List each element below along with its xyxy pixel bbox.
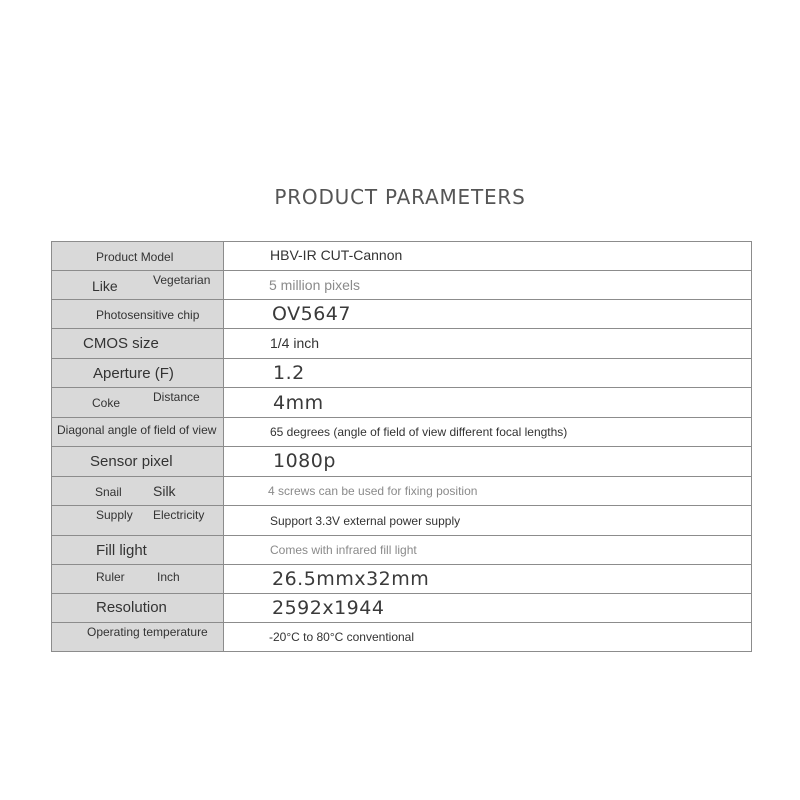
row-label-cell: [52, 564, 224, 593]
parameter-value: 65 degrees (angle of field of view different focal lengths): [270, 425, 568, 440]
parameter-label: Product Model: [96, 250, 174, 264]
row-label-cell: [52, 242, 224, 271]
parameters-table: [51, 241, 752, 652]
table-row: [52, 535, 752, 564]
row-value-cell: [224, 564, 752, 593]
parameter-label-part: Ruler: [96, 569, 125, 584]
parameter-label-part: Vegetarian: [153, 273, 211, 288]
table-row: [52, 359, 752, 388]
row-label-cell: [52, 359, 224, 388]
parameter-label: Fill light: [96, 541, 147, 559]
parameter-label: Photosensitive chip: [96, 308, 200, 323]
row-value-cell: [224, 418, 752, 447]
row-label-cell: [52, 535, 224, 564]
parameter-value: Comes with infrared fill light: [270, 542, 417, 557]
row-label-cell: [52, 505, 224, 535]
table-row: [52, 242, 752, 271]
parameter-label-part: Distance: [153, 390, 200, 405]
parameter-label: Resolution: [96, 598, 167, 616]
parameter-value: 1080p: [273, 450, 336, 473]
row-label-cell: [52, 593, 224, 622]
table-row: [52, 418, 752, 447]
row-label-cell: [52, 300, 224, 329]
row-value-cell: [224, 622, 752, 651]
parameter-value: 1.2: [273, 362, 305, 385]
row-value-cell: [224, 388, 752, 418]
row-value-cell: [224, 271, 752, 300]
table-row: [52, 476, 752, 505]
table-row: [52, 564, 752, 593]
parameter-value: 5 million pixels: [269, 277, 361, 294]
parameter-label-part: Snail: [95, 484, 122, 499]
parameter-label: Aperture (F): [93, 365, 174, 383]
row-label-cell: [52, 447, 224, 476]
parameter-value: Support 3.3V external power supply: [270, 513, 461, 528]
row-value-cell: [224, 359, 752, 388]
parameter-label: CMOS size: [83, 335, 159, 353]
parameter-value: HBV-IR CUT-Cannon: [270, 247, 403, 263]
row-value-cell: [224, 593, 752, 622]
table-row: [52, 388, 752, 418]
page-title: PRODUCT PARAMETERS: [274, 185, 526, 209]
parameter-value: 1/4 inch: [270, 335, 320, 352]
parameter-label: Sensor pixel: [90, 453, 173, 471]
parameter-label-part: Silk: [153, 482, 176, 499]
row-label-cell: [52, 271, 224, 300]
table-row: [52, 447, 752, 476]
row-value-cell: [224, 329, 752, 359]
parameter-value: 26.5mmx32mm: [272, 567, 430, 590]
parameter-value: -20°C to 80°C conventional: [269, 629, 415, 644]
parameter-label-part: Like: [92, 278, 118, 295]
table-row: [52, 593, 752, 622]
table-row: [52, 300, 752, 329]
parameter-value: 4mm: [273, 392, 324, 415]
row-value-cell: [224, 476, 752, 505]
parameter-label-part: Electricity: [153, 507, 205, 522]
table-row: [52, 622, 752, 651]
row-value-cell: [224, 447, 752, 476]
row-value-cell: [224, 505, 752, 535]
table-row: [52, 505, 752, 535]
parameter-value: 4 screws can be used for fixing position: [268, 483, 478, 498]
table-row: [52, 271, 752, 300]
row-value-cell: [224, 535, 752, 564]
parameter-label-part: Inch: [157, 569, 180, 584]
row-value-cell: [224, 300, 752, 329]
row-value-cell: [224, 242, 752, 271]
row-label-cell: [52, 418, 224, 447]
parameter-value: OV5647: [272, 303, 351, 326]
row-label-cell: [52, 388, 224, 418]
parameter-label: Operating temperature: [87, 624, 208, 639]
parameter-label-part: Coke: [92, 396, 121, 411]
parameter-label: Diagonal angle of field of view: [57, 423, 217, 438]
parameter-value: 2592x1944: [272, 596, 385, 619]
row-label-cell: [52, 329, 224, 359]
row-label-cell: [52, 622, 224, 651]
row-label-cell: [52, 476, 224, 505]
table-row: [52, 329, 752, 359]
parameter-label-part: Supply: [96, 507, 133, 522]
